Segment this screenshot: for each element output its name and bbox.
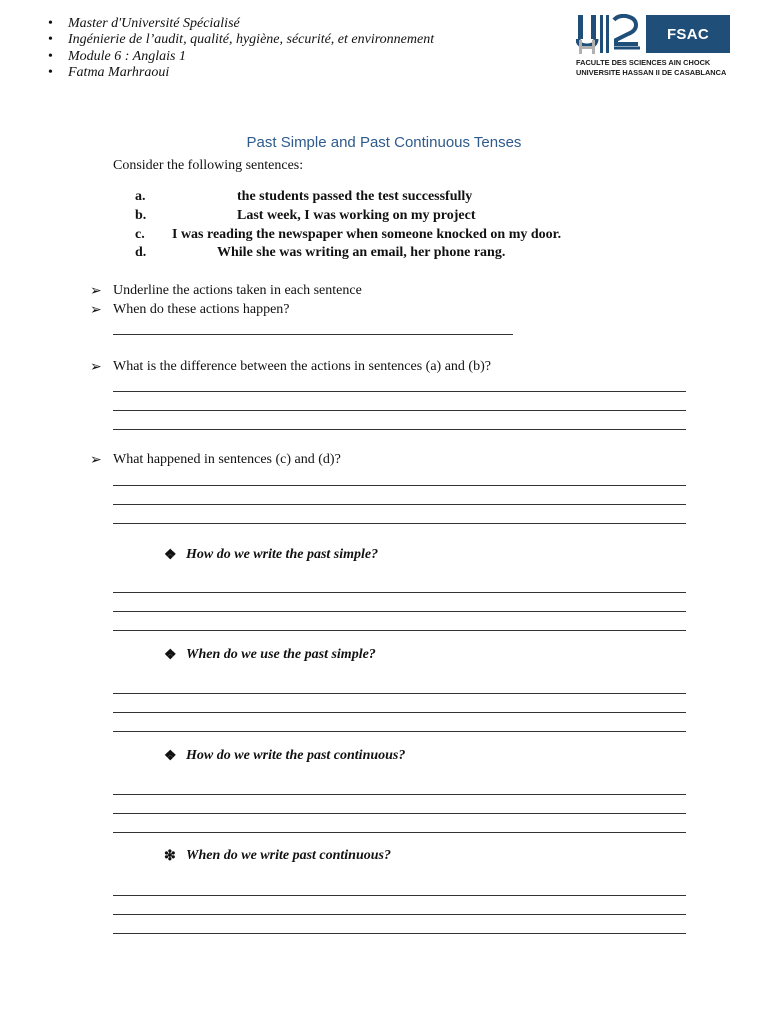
answer-line[interactable]	[113, 410, 686, 411]
sentence-text: I was reading the newspaper when someone knocked on my door.	[172, 227, 562, 242]
answer-line[interactable]	[113, 914, 686, 915]
answer-line[interactable]	[113, 794, 686, 795]
sentence-c	[135, 227, 635, 244]
sentence-text: While she was writing an email, her phone rang.	[217, 245, 506, 260]
answer-line[interactable]	[113, 391, 686, 392]
logo-university-name: UNIVERSITE HASSAN II DE CASABLANCA	[576, 68, 727, 77]
diamond-outline-bullet-icon: ❇	[164, 849, 176, 864]
fsac-badge: FSAC	[646, 15, 730, 53]
question-write-past-continuous	[164, 748, 564, 765]
answer-line[interactable]	[113, 813, 686, 814]
answer-line[interactable]	[113, 731, 686, 732]
worksheet-title: Past Simple and Past Continuous Tenses	[246, 134, 522, 151]
answer-line[interactable]	[113, 611, 686, 612]
question-text: When do we write past continuous?	[186, 848, 391, 863]
sentence-label: c.	[135, 227, 145, 242]
question-when	[90, 302, 590, 319]
arrow-bullet-icon: ➢	[90, 303, 102, 318]
question-text: When do we use the past simple?	[186, 647, 376, 662]
question-use-past-simple	[164, 647, 564, 664]
uh2c-logo-icon	[576, 14, 644, 54]
answer-line[interactable]	[113, 693, 686, 694]
question-text: When do these actions happen?	[113, 302, 290, 317]
header-item-specialty: • Ingénierie de l’audit, qualité, hygiène, sécurité, et environnement	[48, 32, 434, 48]
diamond-bullet-icon: ❖	[164, 648, 177, 663]
arrow-bullet-icon: ➢	[90, 360, 102, 375]
answer-line[interactable]	[113, 933, 686, 934]
sentence-text: the students passed the test successfully	[237, 189, 473, 204]
question-text: How do we write the past simple?	[186, 547, 379, 562]
diamond-bullet-icon: ❖	[164, 749, 177, 764]
intro-text: Consider the following sentences:	[113, 158, 304, 173]
arrow-bullet-icon: ➢	[90, 284, 102, 299]
question-text: What is the difference between the actions in sentences (a) and (b)?	[113, 359, 491, 374]
answer-line[interactable]	[113, 832, 686, 833]
document-header-list	[48, 16, 434, 81]
answer-line[interactable]	[113, 429, 686, 430]
sentence-text: Last week, I was working on my project	[237, 208, 476, 223]
arrow-bullet-icon: ➢	[90, 453, 102, 468]
question-write-past-simple	[164, 547, 564, 564]
answer-line[interactable]	[113, 895, 686, 896]
sentence-label: a.	[135, 189, 146, 204]
sentence-d	[135, 245, 635, 262]
answer-line[interactable]	[113, 630, 686, 631]
question-underline	[90, 283, 590, 300]
question-text: Underline the actions taken in each sentence	[113, 283, 362, 298]
answer-line[interactable]	[113, 334, 513, 335]
university-logo	[576, 14, 732, 80]
sentence-b	[135, 208, 635, 225]
answer-line[interactable]	[113, 485, 686, 486]
logo-faculty-name: FACULTE DES SCIENCES AIN CHOCK	[576, 58, 711, 67]
question-when-past-continuous	[164, 848, 564, 865]
sentence-a	[135, 189, 635, 206]
answer-line[interactable]	[113, 504, 686, 505]
header-item-teacher: • Fatma Marhraoui	[48, 65, 434, 81]
header-item-module: • Module 6 : Anglais 1	[48, 49, 434, 65]
question-difference	[90, 359, 690, 376]
question-text: What happened in sentences (c) and (d)?	[113, 452, 341, 467]
answer-line[interactable]	[113, 592, 686, 593]
sentence-label: d.	[135, 245, 147, 260]
answer-line[interactable]	[113, 523, 686, 524]
diamond-bullet-icon: ❖	[164, 548, 177, 563]
question-c-d	[90, 452, 590, 469]
sentence-label: b.	[135, 208, 147, 223]
question-text: How do we write the past continuous?	[186, 748, 406, 763]
header-item-program: • Master d'Université Spécialisé	[48, 16, 434, 32]
answer-line[interactable]	[113, 712, 686, 713]
